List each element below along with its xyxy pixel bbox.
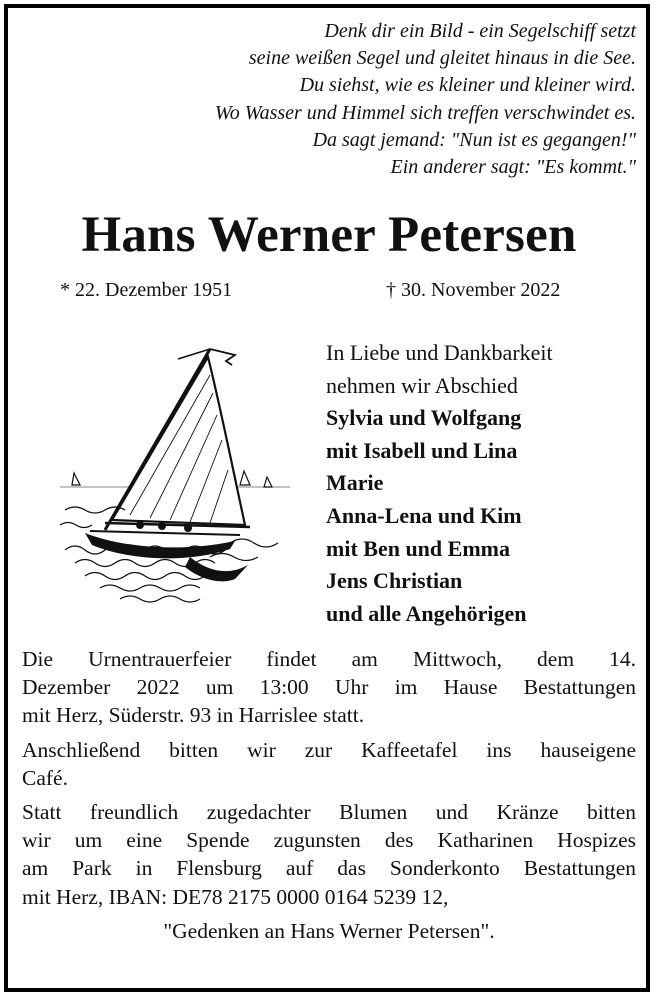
mourner-name: Sylvia und Wolfgang	[326, 405, 522, 431]
sailboat-illustration	[60, 335, 290, 610]
poem-line: Denk dir ein Bild - ein Segelschiff setzt	[324, 20, 636, 42]
poem-line: Du siehst, wie es kleiner und kleiner wird.	[299, 74, 636, 97]
poem-line: Wo Wasser und Himmel sich treffen verschwindet es.	[214, 101, 636, 124]
mourners-intro-line: In Liebe und Dankbarkeit	[326, 340, 553, 365]
coffee-line: Anschließend bitten wir zur Kaffeetafel ins hauseigene	[22, 737, 636, 762]
donation-line: am Park in Flensburg auf das Sonderkonto Bestattungen	[22, 856, 636, 881]
ceremony-line: Die Urnentrauerfeier findet am Mittwoch, dem 14.	[22, 647, 636, 671]
coffee-line: Café.	[22, 765, 68, 790]
poem-line: seine weißen Segel und gleitet hinaus in die See.	[248, 47, 636, 70]
coffee-paragraph	[22, 736, 636, 792]
notice-text	[22, 645, 636, 945]
mourner-name: mit Isabell und Lina	[326, 437, 518, 463]
donation-line: Statt freundlich zugedachter Blumen und Kränze bitten	[22, 800, 636, 825]
donation-paragraph	[22, 798, 636, 911]
ceremony-line: Dezember 2022 um 13:00 Uhr im Hause Bestattungen	[22, 675, 636, 700]
poem	[76, 18, 636, 181]
poem-line: Da sagt jemand: "Nun ist es gegangen!"	[312, 128, 636, 151]
death-date: † 30. November 2022	[386, 279, 561, 301]
deceased-name: Hans Werner Petersen	[81, 207, 577, 263]
mourners-intro-line: nehmen wir Abschied	[326, 372, 518, 398]
mourner-name: Marie	[326, 470, 384, 496]
mourner-name: Jens Christian	[326, 568, 463, 594]
mourners-block	[326, 337, 636, 630]
ceremony-line: mit Herz, Süderstr. 93 in Harrislee statt.	[22, 703, 365, 728]
poem-line: Ein anderer sagt: "Es kommt."	[390, 156, 636, 179]
birth-date: * 22. Dezember 1951	[60, 279, 233, 301]
mourner-name: und alle Angehörigen	[326, 600, 527, 626]
mourner-name: mit Ben und Emma	[326, 535, 510, 561]
mourner-name: Anna-Lena und Kim	[326, 502, 522, 528]
donation-line: mit Herz, IBAN: DE78 2175 0000 0164 5239 12,	[22, 884, 449, 909]
donation-reference: "Gedenken an Hans Werner Petersen".	[163, 918, 495, 943]
reference-paragraph	[22, 917, 636, 945]
donation-line: wir um eine Spende zugunsten des Katharinen Hospizes	[22, 828, 636, 853]
ceremony-paragraph	[22, 645, 636, 730]
